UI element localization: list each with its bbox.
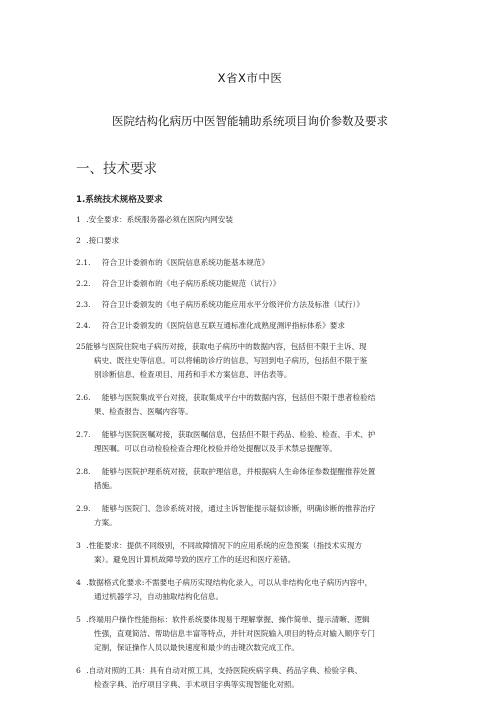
subsection-heading: 1.系统技术规格及要求 — [76, 195, 163, 205]
item-number: 2.3. — [76, 300, 91, 309]
item-number: 2.7. — [76, 430, 91, 439]
item-number: 2.9. — [76, 504, 91, 513]
item-text: .自动对照的工具：具有自动对照工具，支持医院疾病字典、药品字典、检验字典、 — [86, 666, 363, 675]
item-continuation: 通过机器学习，自动抽取结构化信息。 — [94, 592, 224, 601]
item-number: 2.6. — [76, 393, 91, 402]
list-item — [76, 664, 432, 678]
item-continuation: 措施。 — [94, 481, 117, 490]
item-text: .数据格式化要求:不需要电子病历实现结构化录入，可以从非结构化电子病历内容中， — [86, 578, 373, 587]
item-text: .终端用户操作性能指标：软件系统要体现易于理解掌握、操作简单、提示清晰、逻辑 — [86, 615, 370, 624]
list-item — [76, 465, 432, 479]
list-item — [76, 576, 432, 590]
list-item — [76, 502, 432, 516]
list-item — [76, 391, 432, 405]
item-text: 符合卫计委颁布的《电子病历系统功能规范（试行）》 — [101, 279, 281, 288]
item-continuation: 性强，直观简洁、帮助信息丰富等特点，并针对医院输入项目的特点对输入顺序专门 — [94, 629, 375, 638]
item-text: 符合卫计委颁布的《医院信息系统功能基本规范》 — [101, 258, 269, 267]
item-text: 能够与医院住院电子病历对接，获取电子病历中的数据内容，包括但不限于主诉、现 — [85, 342, 367, 351]
item-number: 3 — [76, 541, 81, 550]
list-item — [76, 428, 432, 442]
list-item — [76, 539, 432, 553]
item-text: 符合卫计委颁发的《电子病历系统功能应用水平分级评价方法及标准（试行）》 — [101, 300, 364, 309]
item-text: 能够与医院护理系统对接，获取护理信息，并根据病人生命体征参数提醒推荐处置 — [101, 467, 376, 476]
list-item — [76, 213, 432, 227]
item-number: 2 — [76, 236, 81, 245]
item-number: 2.1. — [76, 258, 91, 267]
item-text: 符合卫计委颁发的《医院信息互联互通标准化成熟度测评指标体系》要求 — [101, 321, 345, 330]
item-number: 25 — [76, 342, 86, 351]
list-item — [76, 613, 432, 627]
item-text: 能够与医院门、急诊系统对接，通过主诉智能提示疑似诊断，明确诊断的推荐治疗 — [101, 504, 376, 513]
list-item — [76, 234, 432, 248]
item-continuation: 理医嘱。可以自动检验检查合理化校验并给处提醒以及手术禁忌提醒等。 — [94, 444, 337, 453]
list-item — [76, 277, 432, 291]
section-heading: 一、技术要求 — [76, 161, 157, 177]
item-text: .接口要求 — [86, 236, 120, 245]
item-continuation: 方案。 — [94, 518, 117, 527]
item-text: 能够与医院医嘱对接，获取医嘱信息，包括但不限于药品、检验、检查、手术、护 — [101, 430, 376, 439]
item-number: 2.8. — [76, 467, 91, 476]
item-number: 6 — [76, 666, 81, 675]
item-continuation: 检查字典、治疗项目字典、手术项目字典等实现智能化对照。 — [94, 680, 300, 689]
item-continuation: 定制，保证操作人员以最快速度和最少的击键次数完成工作。 — [94, 643, 300, 652]
organization-name: X省X市中医 — [217, 71, 283, 85]
list-item — [76, 340, 432, 354]
item-text: .性能要求：提供不同级别，不同故障情况下的应用系统的应急预案（指技术实现方 — [86, 541, 363, 550]
item-number: 2.2. — [76, 279, 91, 288]
list-item — [76, 319, 432, 333]
document-title: 医院结构化病历中医智能辅助系统项目询价参数及要求 — [112, 114, 388, 128]
item-continuation: 病史、既往史等信息。可以将辅助诊疗的信息，写回到电子病历，包括但不限于鉴 — [94, 356, 368, 365]
item-number: 5 — [76, 615, 81, 624]
item-continuation: 别诊断信息、检查项目、用药和手术方案信息、评估表等。 — [94, 370, 292, 379]
item-text: 能够与医院集成平台对接，获取集成平台中的数据内容，包括但不限于患者检验结 — [101, 393, 376, 402]
item-continuation: 案）。避免因计算机故障导致的医疗工作的延迟和医疗差错。 — [94, 555, 296, 564]
item-number: 4 — [76, 578, 81, 587]
list-item — [76, 256, 432, 270]
item-number: 1 — [76, 215, 81, 224]
item-number: 2.4. — [76, 321, 91, 330]
item-text: .安全要求：系统服务器必须在医院内网安装 — [86, 215, 233, 224]
item-continuation: 果、检查报告、医嘱内容等。 — [94, 407, 193, 416]
list-item — [76, 298, 432, 312]
